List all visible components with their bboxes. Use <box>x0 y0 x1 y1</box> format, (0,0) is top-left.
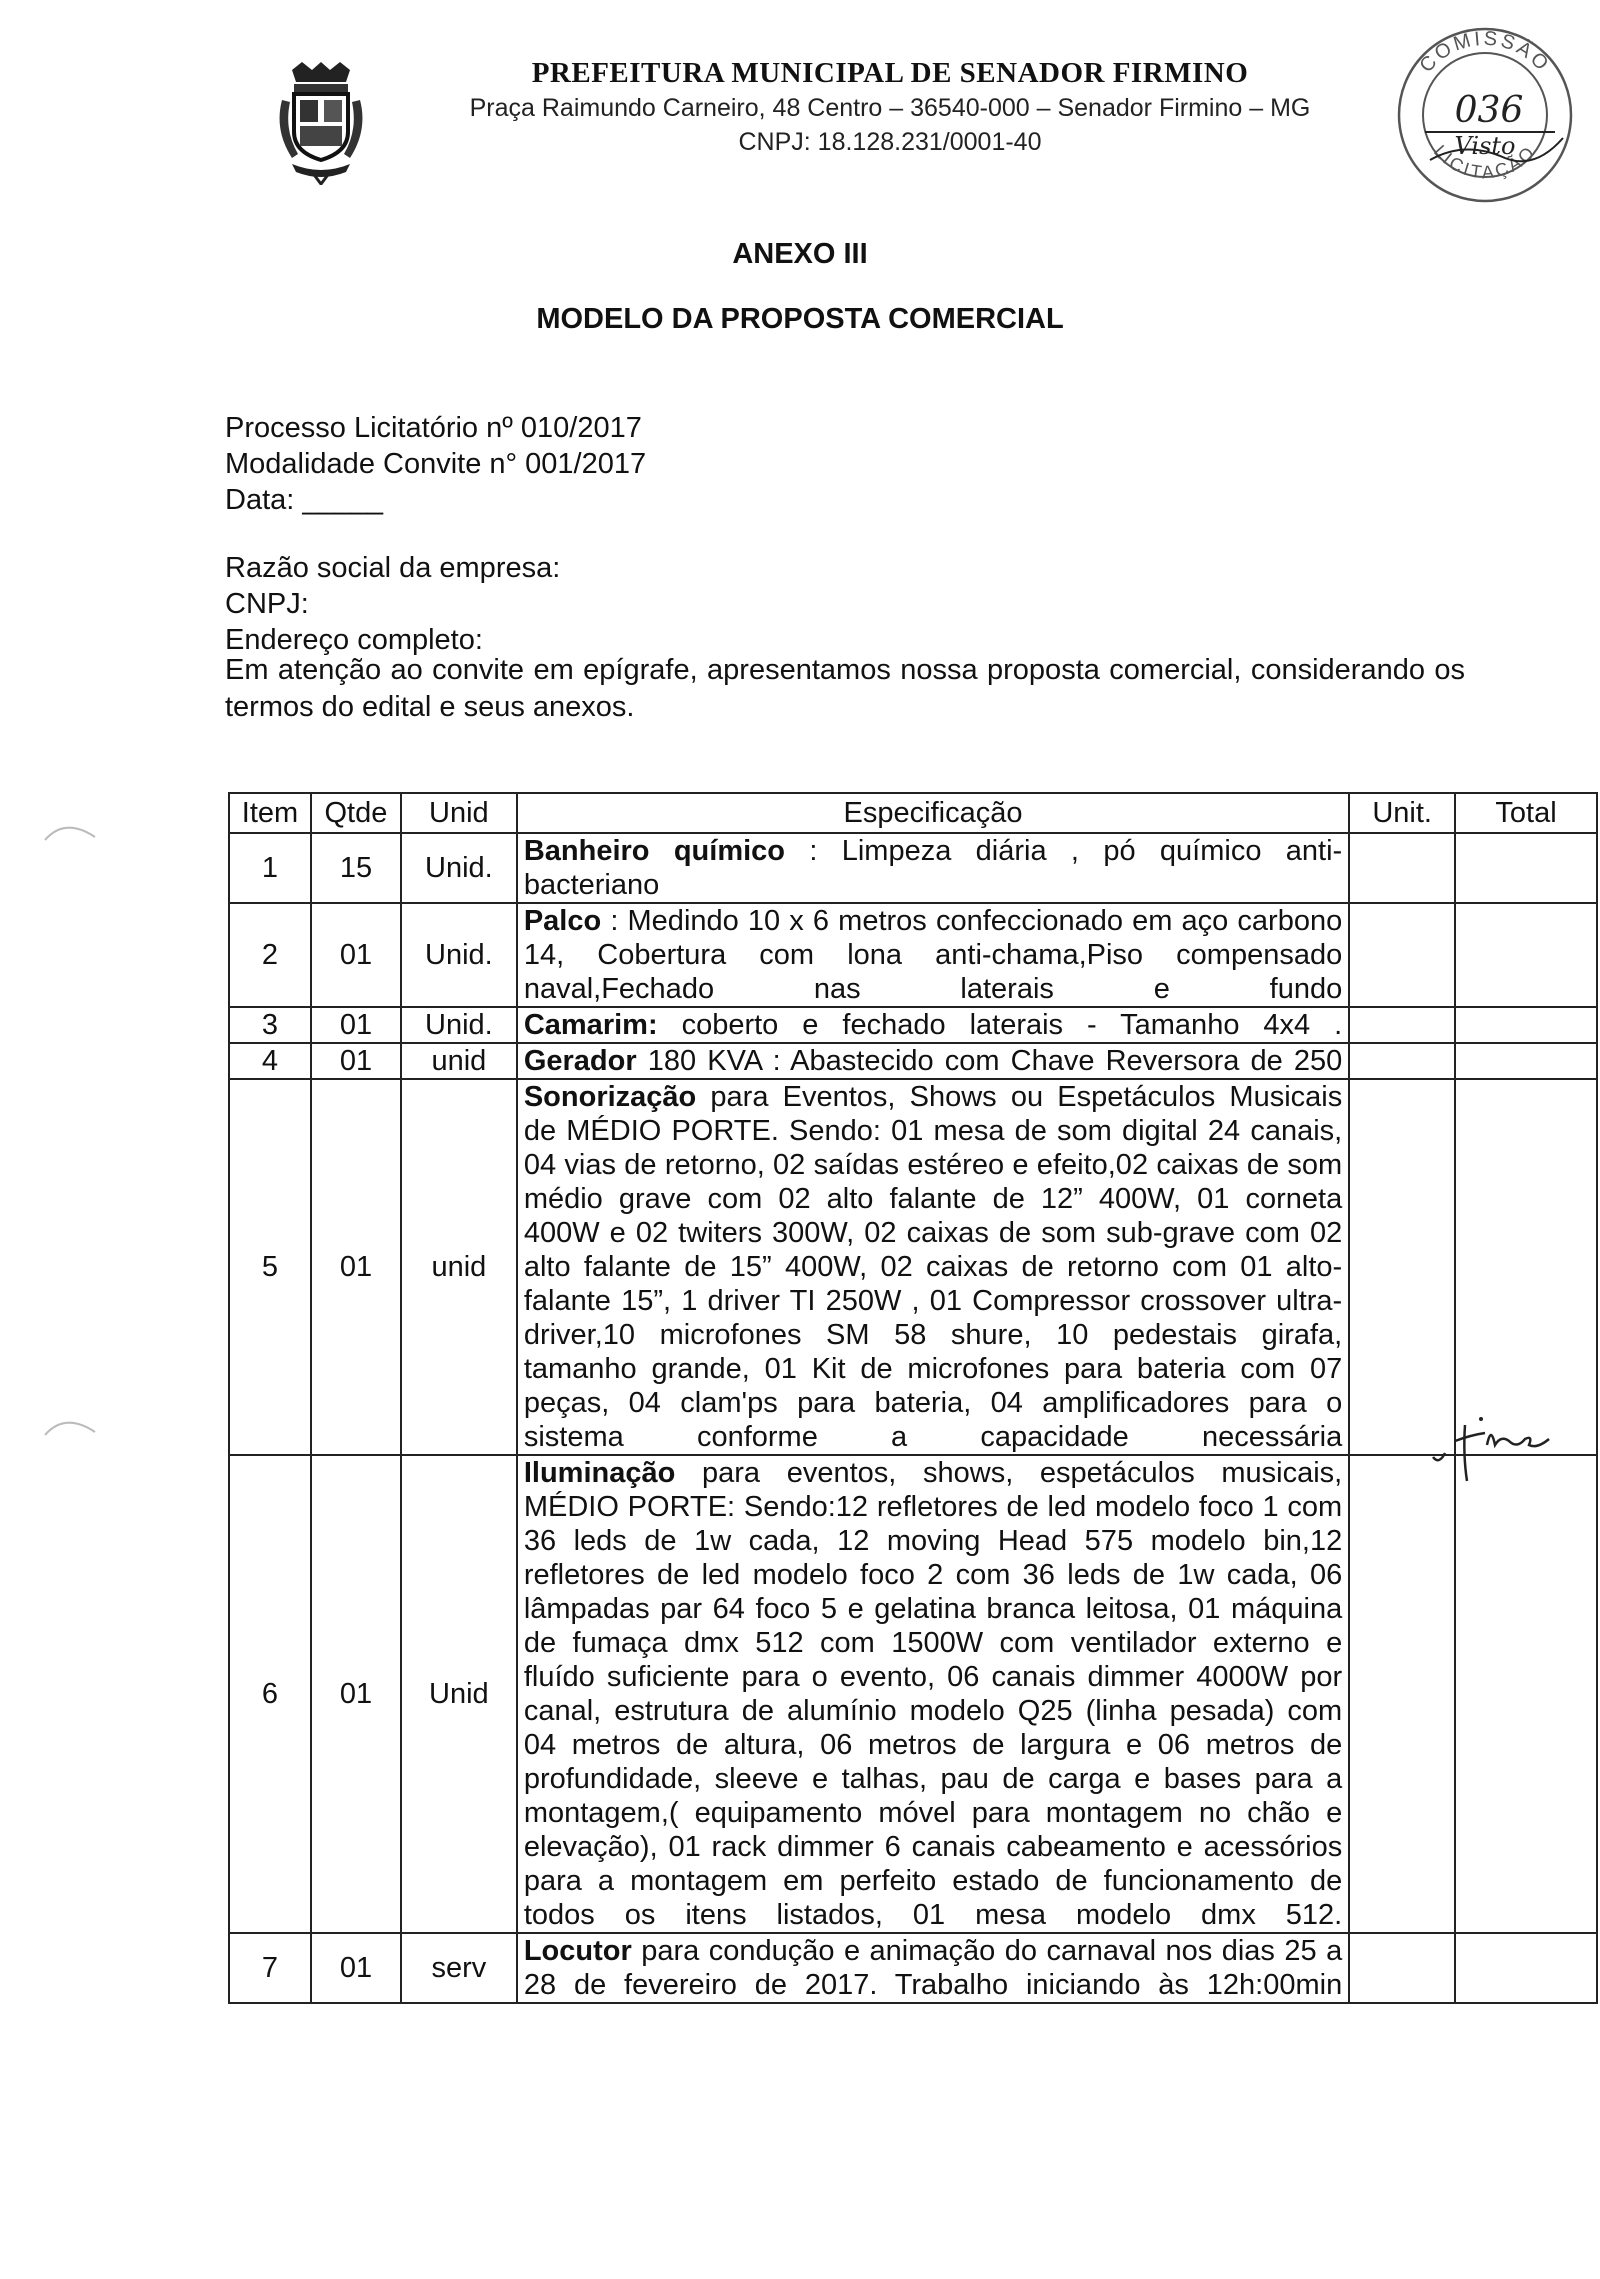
row-unit-price <box>1349 1007 1455 1043</box>
row-total <box>1455 1007 1597 1043</box>
table-row <box>229 1007 1597 1043</box>
row-spec <box>517 1079 1349 1455</box>
row-total <box>1455 1043 1597 1079</box>
row-unit-price <box>1349 1043 1455 1079</box>
row-total <box>1455 833 1597 903</box>
row-total <box>1455 1455 1597 1933</box>
row-total <box>1455 1933 1597 2003</box>
spec-text: 180 KVA : Abastecido com Chave Reversora de 250 <box>636 1045 1343 1077</box>
row-unit-price <box>1349 1933 1455 2003</box>
row-spec <box>517 833 1349 903</box>
company-address-label: Endereço completo: <box>225 624 483 656</box>
col-unid: Unid <box>401 793 517 833</box>
municipality-address: Praça Raimundo Carneiro, 48 Centro – 36540-000 – Senador Firmino – MG <box>469 94 1311 122</box>
spec-text: : Medindo 10 x 6 metros confeccionado em aço carbono 14, Cobertura com lona anti-chama,Piso compensado naval,Fechado nas laterais e fundo <box>523 905 1343 1005</box>
row-total <box>1455 1079 1597 1455</box>
spec-title: Palco <box>523 905 602 937</box>
spec-title: Iluminação <box>523 1457 676 1489</box>
document-title: MODELO DA PROPOSTA COMERCIAL <box>536 303 1064 335</box>
table-row <box>229 1043 1597 1079</box>
municipal-crest-icon <box>272 60 370 185</box>
row-unit-price <box>1349 833 1455 903</box>
row-item: 6 <box>229 1455 311 1933</box>
row-qtde: 01 <box>311 1043 401 1079</box>
handwritten-initials-icon <box>1425 1405 1555 1485</box>
stamp-top-text: COMISSÃO <box>1415 27 1555 77</box>
date-field: Data: _____ <box>225 484 384 516</box>
row-qtde: 01 <box>311 903 401 1007</box>
col-unit: Unit. <box>1349 793 1455 833</box>
spec-text: para eventos, shows, espetáculos musicais, MÉDIO PORTE: Sendo:12 refletores de led modelo foco 1 com 36 leds de 1w cada, 12 moving Head 575 modelo bin,12 refletores de led modelo foco 2 com 36 leds de 1w cada, 06 lâmpadas par 64 foco 5 e gelatina branca leitosa, 01 máquina de fumaça dmx 512 com 1500W com ventilador externo e fluído suficiente para o evento, 06 canais dimmer 4000W por canal, estrutura de alumínio modelo Q25 (linha pesada) com 04 metros de altura, 06 metros de largura e 06 metros de profundidade, sleeve e talhas, pau de carga e bases para a montagem,( equipamento móvel para montagem no chão e elevação), 01 rack dimmer 6 canais cabeamento e acessórios para a montagem em perfeito estado de funcionamento de todos os itens listados, 01 mesa modelo dmx 512. <box>523 1457 1343 1931</box>
annex-title: ANEXO III <box>732 238 868 270</box>
municipality-cnpj: CNPJ: 18.128.231/0001-40 <box>738 128 1042 156</box>
row-unit-price <box>1349 1455 1455 1933</box>
table-row <box>229 833 1597 903</box>
table-row <box>229 1079 1597 1455</box>
row-spec <box>517 1007 1349 1043</box>
spec-title: Banheiro químico <box>523 835 786 867</box>
spec-text: : Limpeza diária , pó químico anti-bacteriano <box>523 835 1343 901</box>
row-item: 7 <box>229 1933 311 2003</box>
table-row <box>229 903 1597 1007</box>
row-spec <box>517 1043 1349 1079</box>
margin-mark-icon <box>40 815 100 845</box>
municipality-title: PREFEITURA MUNICIPAL DE SENADOR FIRMINO <box>531 57 1249 89</box>
letterhead <box>380 55 1400 159</box>
process-number: Processo Licitatório nº 010/2017 <box>225 412 642 444</box>
row-spec <box>517 1455 1349 1933</box>
company-name-label: Razão social da empresa: <box>225 552 561 584</box>
row-item: 4 <box>229 1043 311 1079</box>
row-unid: serv <box>401 1933 517 2003</box>
company-cnpj-label: CNPJ: <box>225 588 309 620</box>
commission-stamp <box>1385 20 1585 210</box>
row-qtde: 01 <box>311 1007 401 1043</box>
col-item: Item <box>229 793 311 833</box>
row-unid: Unid. <box>401 833 517 903</box>
spec-text: para condução e animação do carnaval nos dias 25 a 28 de fevereiro de 2017. Trabalho iniciando às 12h:00min <box>523 1935 1343 2001</box>
spec-text: coberto e fechado laterais - Tamanho 4x4 . <box>657 1009 1343 1041</box>
row-unid: Unid. <box>401 1007 517 1043</box>
spec-title: Camarim: <box>523 1009 658 1041</box>
row-qtde: 01 <box>311 1455 401 1933</box>
table-header-row <box>229 793 1597 833</box>
stamp-bottom-text: LICITAÇÃO <box>1429 140 1541 183</box>
stamp-number: 036 <box>1454 90 1524 131</box>
row-unid: unid <box>401 1043 517 1079</box>
table-row <box>229 1455 1597 1933</box>
row-qtde: 01 <box>311 1933 401 2003</box>
col-total: Total <box>1455 793 1597 833</box>
stamp-visto: Visto <box>1454 132 1516 160</box>
row-item: 5 <box>229 1079 311 1455</box>
process-info <box>225 410 646 518</box>
company-info <box>225 550 560 658</box>
col-spec: Especificação <box>517 793 1349 833</box>
row-unid: Unid <box>401 1455 517 1933</box>
modality: Modalidade Convite n° 001/2017 <box>225 448 647 480</box>
proposal-table <box>228 792 1598 2004</box>
row-item: 3 <box>229 1007 311 1043</box>
row-item: 2 <box>229 903 311 1007</box>
row-qtde: 01 <box>311 1079 401 1455</box>
row-unid: Unid. <box>401 903 517 1007</box>
row-item: 1 <box>229 833 311 903</box>
row-total <box>1455 903 1597 1007</box>
row-unit-price <box>1349 1079 1455 1455</box>
row-spec <box>517 1933 1349 2003</box>
margin-mark-icon <box>40 1410 100 1440</box>
intro-paragraph: Em atenção ao convite em epígrafe, apresentamos nossa proposta comercial, considerando os termos do edital e seus anexos. <box>225 654 1465 723</box>
row-unit-price <box>1349 903 1455 1007</box>
spec-title: Sonorização <box>523 1081 697 1113</box>
row-spec <box>517 903 1349 1007</box>
col-qtde: Qtde <box>311 793 401 833</box>
spec-title: Gerador <box>523 1045 637 1077</box>
spec-text: para Eventos, Shows ou Espetáculos Musicais de MÉDIO PORTE. Sendo: 01 mesa de som digital 24 canais, 04 vias de retorno, 02 saídas estéreo e efeito,02 caixas de som médio grave com 02 alto falante de 12” 400W, 01 corneta 400W e 02 twiters 300W, 02 caixas de som sub-grave com 02 alto falante de 15” 400W, 02 caixas de retorno com 01 alto-falante 15”, 1 driver TI 250W , 01 Compressor crossover ultra-driver,10 microfones SM 58 shure, 10 pedestais girafa, tamanho grande, 01 Kit de microfones para bateria com 07 peças, 04 clam'ps para bateria, 04 amplificadores para o sistema conforme a capacidade necessária <box>523 1081 1343 1453</box>
row-unid: unid <box>401 1079 517 1455</box>
spec-title: Locutor <box>523 1935 632 1967</box>
row-qtde: 15 <box>311 833 401 903</box>
table-row <box>229 1933 1597 2003</box>
